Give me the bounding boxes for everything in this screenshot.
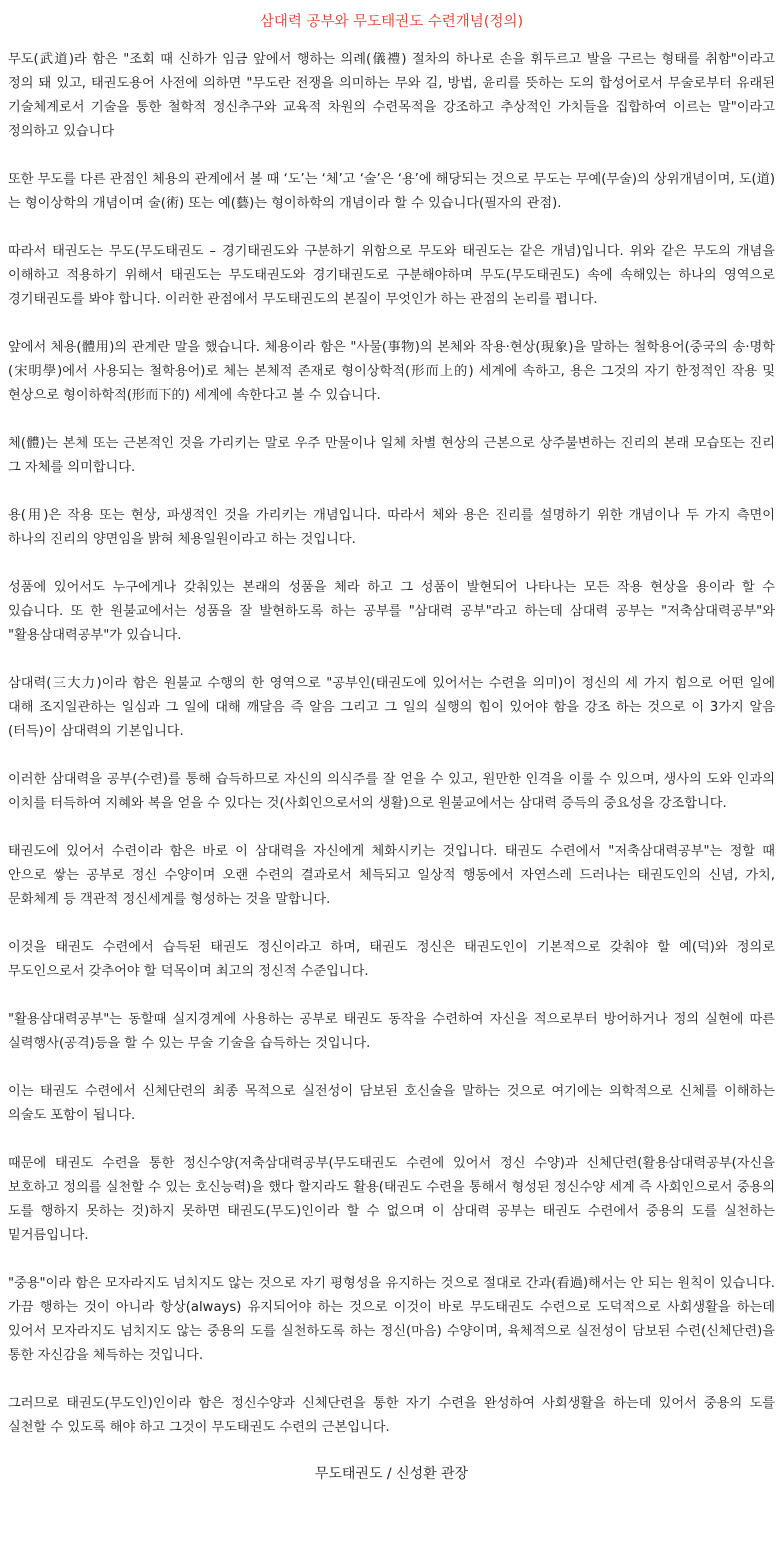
article xyxy=(8,8,775,1484)
paragraph-14: 때문에 태권도 수련을 통한 정신수양(저축삼대력공부(무도태권도 수련에 있어서 정신 수양)과 신체단련(활용삼대력공부(자신을 보호하고 정의를 실천할 수 있는 호신능력)을 했다 할지라도 활용(태권도 수련을 통해서 형성된 정신수양 세계 즉 사회인으로서 중용의 도를 행하지 못하는 것)하지 못하면 태권도(무도)인이라 할 수 없으며 이 삼대력 공부는 태권도 수련에서 중용의 도를 실천하는 밑거름입니다. xyxy=(8,1156,775,1243)
paragraph-7: 성품에 있어서도 누구에게나 갖춰있는 본래의 성품을 체라 하고 그 성품이 발현되어 나타나는 모든 작용 현상을 용이라 할 수 있습니다. 또 한 원불교에서는 성품을 잘 발현하도록 하는 공부를 "삼대력 공부"라고 하는데 삼대력 공부는 "저축삼대력공부"와 "활용삼대력공부"가 있습니다. xyxy=(8,580,775,643)
paragraph-5: 체(體)는 본체 또는 근본적인 것을 가리키는 말로 우주 만물이나 일체 차별 현상의 근본으로 상주불변하는 진리의 본래 모습또는 진리 그 자체를 의미합니다. xyxy=(8,436,775,475)
paragraph-11: 이것을 태권도 수련에서 습득된 태권도 정신이라고 하며, 태권도 정신은 태권도인이 기본적으로 갖춰야 할 예(덕)와 정의로 무도인으로서 갖추어야 할 덕목이며 최고의 정신적 수준입니다. xyxy=(8,940,775,979)
paragraph-6: 용(用)은 작용 또는 현상, 파생적인 것을 가리키는 개념입니다. 따라서 체와 용은 진리를 설명하기 위한 개념이나 두 가지 측면이 하나의 진리의 양면임을 밝혀 체용일원이라고 하는 것입니다. xyxy=(8,508,775,547)
paragraph-3: 따라서 태권도는 무도(무도태권도 – 경기태권도와 구분하기 위함으로 무도와 태권도는 같은 개념)입니다. 위와 같은 무도의 개념을 이해하고 적용하기 위해서 태권도는 무도태권도와 경기태권도로 구분해야하며 무도(무도태권도) 속에 속해있는 하나의 영역으로 경기태권도를 봐야 합니다. 이러한 관점에서 무도태권도의 본질이 무엇인가 하는 관점의 논리를 폅니다. xyxy=(8,244,775,307)
paragraph-15: "중용"이라 함은 모자라지도 넘치지도 않는 것으로 자기 평형성을 유지하는 것으로 절대로 간과(看過)해서는 안 되는 원칙이 있습니다. 가끔 행하는 것이 아니라 항상(always) 유지되어야 하는 것으로 이것이 바로 무도태권도 수련으로 도덕적으로 사회생활을 하는데 있어서 모자라지도 넘치지도 않는 중용의 도를 실천하도록 하는 정신(마음) 수양이며, 육체적으로 실전성이 담보된 수련(신체단련)을 통한 자신감을 체득하는 것입니다. xyxy=(8,1276,775,1363)
paragraph-12: "활용삼대력공부"는 동할때 실지경계에 사용하는 공부로 태권도 동작을 수련하여 자신을 적으로부터 방어하거나 정의 실현에 따른 실력행사(공격)등을 할 수 있는 무술 기술을 습득하는 것입니다. xyxy=(8,1012,775,1051)
paragraph-4: 앞에서 체용(體用)의 관계란 말을 했습니다. 체용이라 함은 "사물(事物)의 본체와 작용·현상(現象)을 말하는 철학용어(중국의 송·명학(宋明學)에서 사용되는 철학용어)로 체는 본체적 존재로 형이상학적(形而上的) 세계에 속하고, 용은 그것의 자기 한정적인 작용 및 현상으로 형이하학적(形而下的) 세계에 속한다고 볼 수 있습니다. xyxy=(8,340,775,403)
paragraph-10: 태권도에 있어서 수련이라 함은 바로 이 삼대력을 자신에게 체화시키는 것입니다. 태권도 수련에서 "저축삼대력공부"는 정할 때 안으로 쌓는 공부로 정신 수양이며 오랜 수련의 결과로서 체득되고 일상적 행동에서 자연스레 드러나는 태권도인의 신념, 가치, 문화체계 등 객관적 정신세계를 형성하는 것을 말합니다. xyxy=(8,844,775,907)
paragraph-1: 무도(武道)라 함은 "조회 때 신하가 임금 앞에서 행하는 의례(儀禮) 절차의 하나로 손을 휘두르고 발을 구르는 형태를 취함"이라고 정의 돼 있고, 태권도용어 사전에 의하면 "무도란 전쟁을 의미하는 무와 길, 방법, 윤리를 뜻하는 도의 합성어로서 무술로부터 유래된 기술체계로서 기술을 통한 철학적 정신추구와 교육적 차원의 수련목적을 강조하고 추상적인 가치들을 집합하여 이르는 말"이라고 정의하고 있습니다 xyxy=(8,52,775,139)
article-title: 삼대력 공부와 무도태권도 수련개념(정의) xyxy=(259,14,524,30)
author-signature: 무도태권도 / 신성환 관장 xyxy=(314,1466,469,1482)
paragraph-9: 이러한 삼대력을 공부(수련)를 통해 습득하므로 자신의 의식주를 잘 얻을 수 있고, 원만한 인격을 이룰 수 있으며, 생사의 도와 인과의 이치를 터득하여 지혜와 복을 얻을 수 있다는 것(사회인으로서의 생활)으로 원불교에서는 삼대력 증득의 중요성을 강조합니다. xyxy=(8,772,775,811)
paragraph-13: 이는 태권도 수련에서 신체단련의 최종 목적으로 실전성이 담보된 호신술을 말하는 것으로 여기에는 의학적으로 신체를 이해하는 의술도 포함이 됩니다. xyxy=(8,1084,775,1123)
paragraph-16: 그러므로 태권도(무도인)인이라 함은 정신수양과 신체단련을 통한 자기 수련을 완성하여 사회생활을 하는데 있어서 중용의 도를 실천할 수 있도록 해야 하고 그것이 무도태권도 수련의 근본입니다. xyxy=(8,1396,775,1435)
paragraph-8: 삼대력(三大力)이라 함은 원불교 수행의 한 영역으로 "공부인(태권도에 있어서는 수련을 의미)이 정신의 세 가지 힘으로 어떤 일에 대해 조지일관하는 일심과 그 일에 대해 깨달음 즉 알음 그리고 그 일의 실행의 힘이 있어야 함을 강조 하는 것으로 이 3가지 알음(터득)이 삼대력의 기본입니다. xyxy=(8,676,775,739)
paragraph-2: 또한 무도를 다른 관점인 체용의 관계에서 볼 때 ‘도’는 ‘체’고 ‘술’은 ‘용’에 해당되는 것으로 무도는 무예(무술)의 상위개념이며, 도(道)는 형이상학의 개념이며 술(術) 또는 예(藝)는 형이하학의 개념이라 할 수 있습니다(필자의 관점). xyxy=(8,172,775,211)
